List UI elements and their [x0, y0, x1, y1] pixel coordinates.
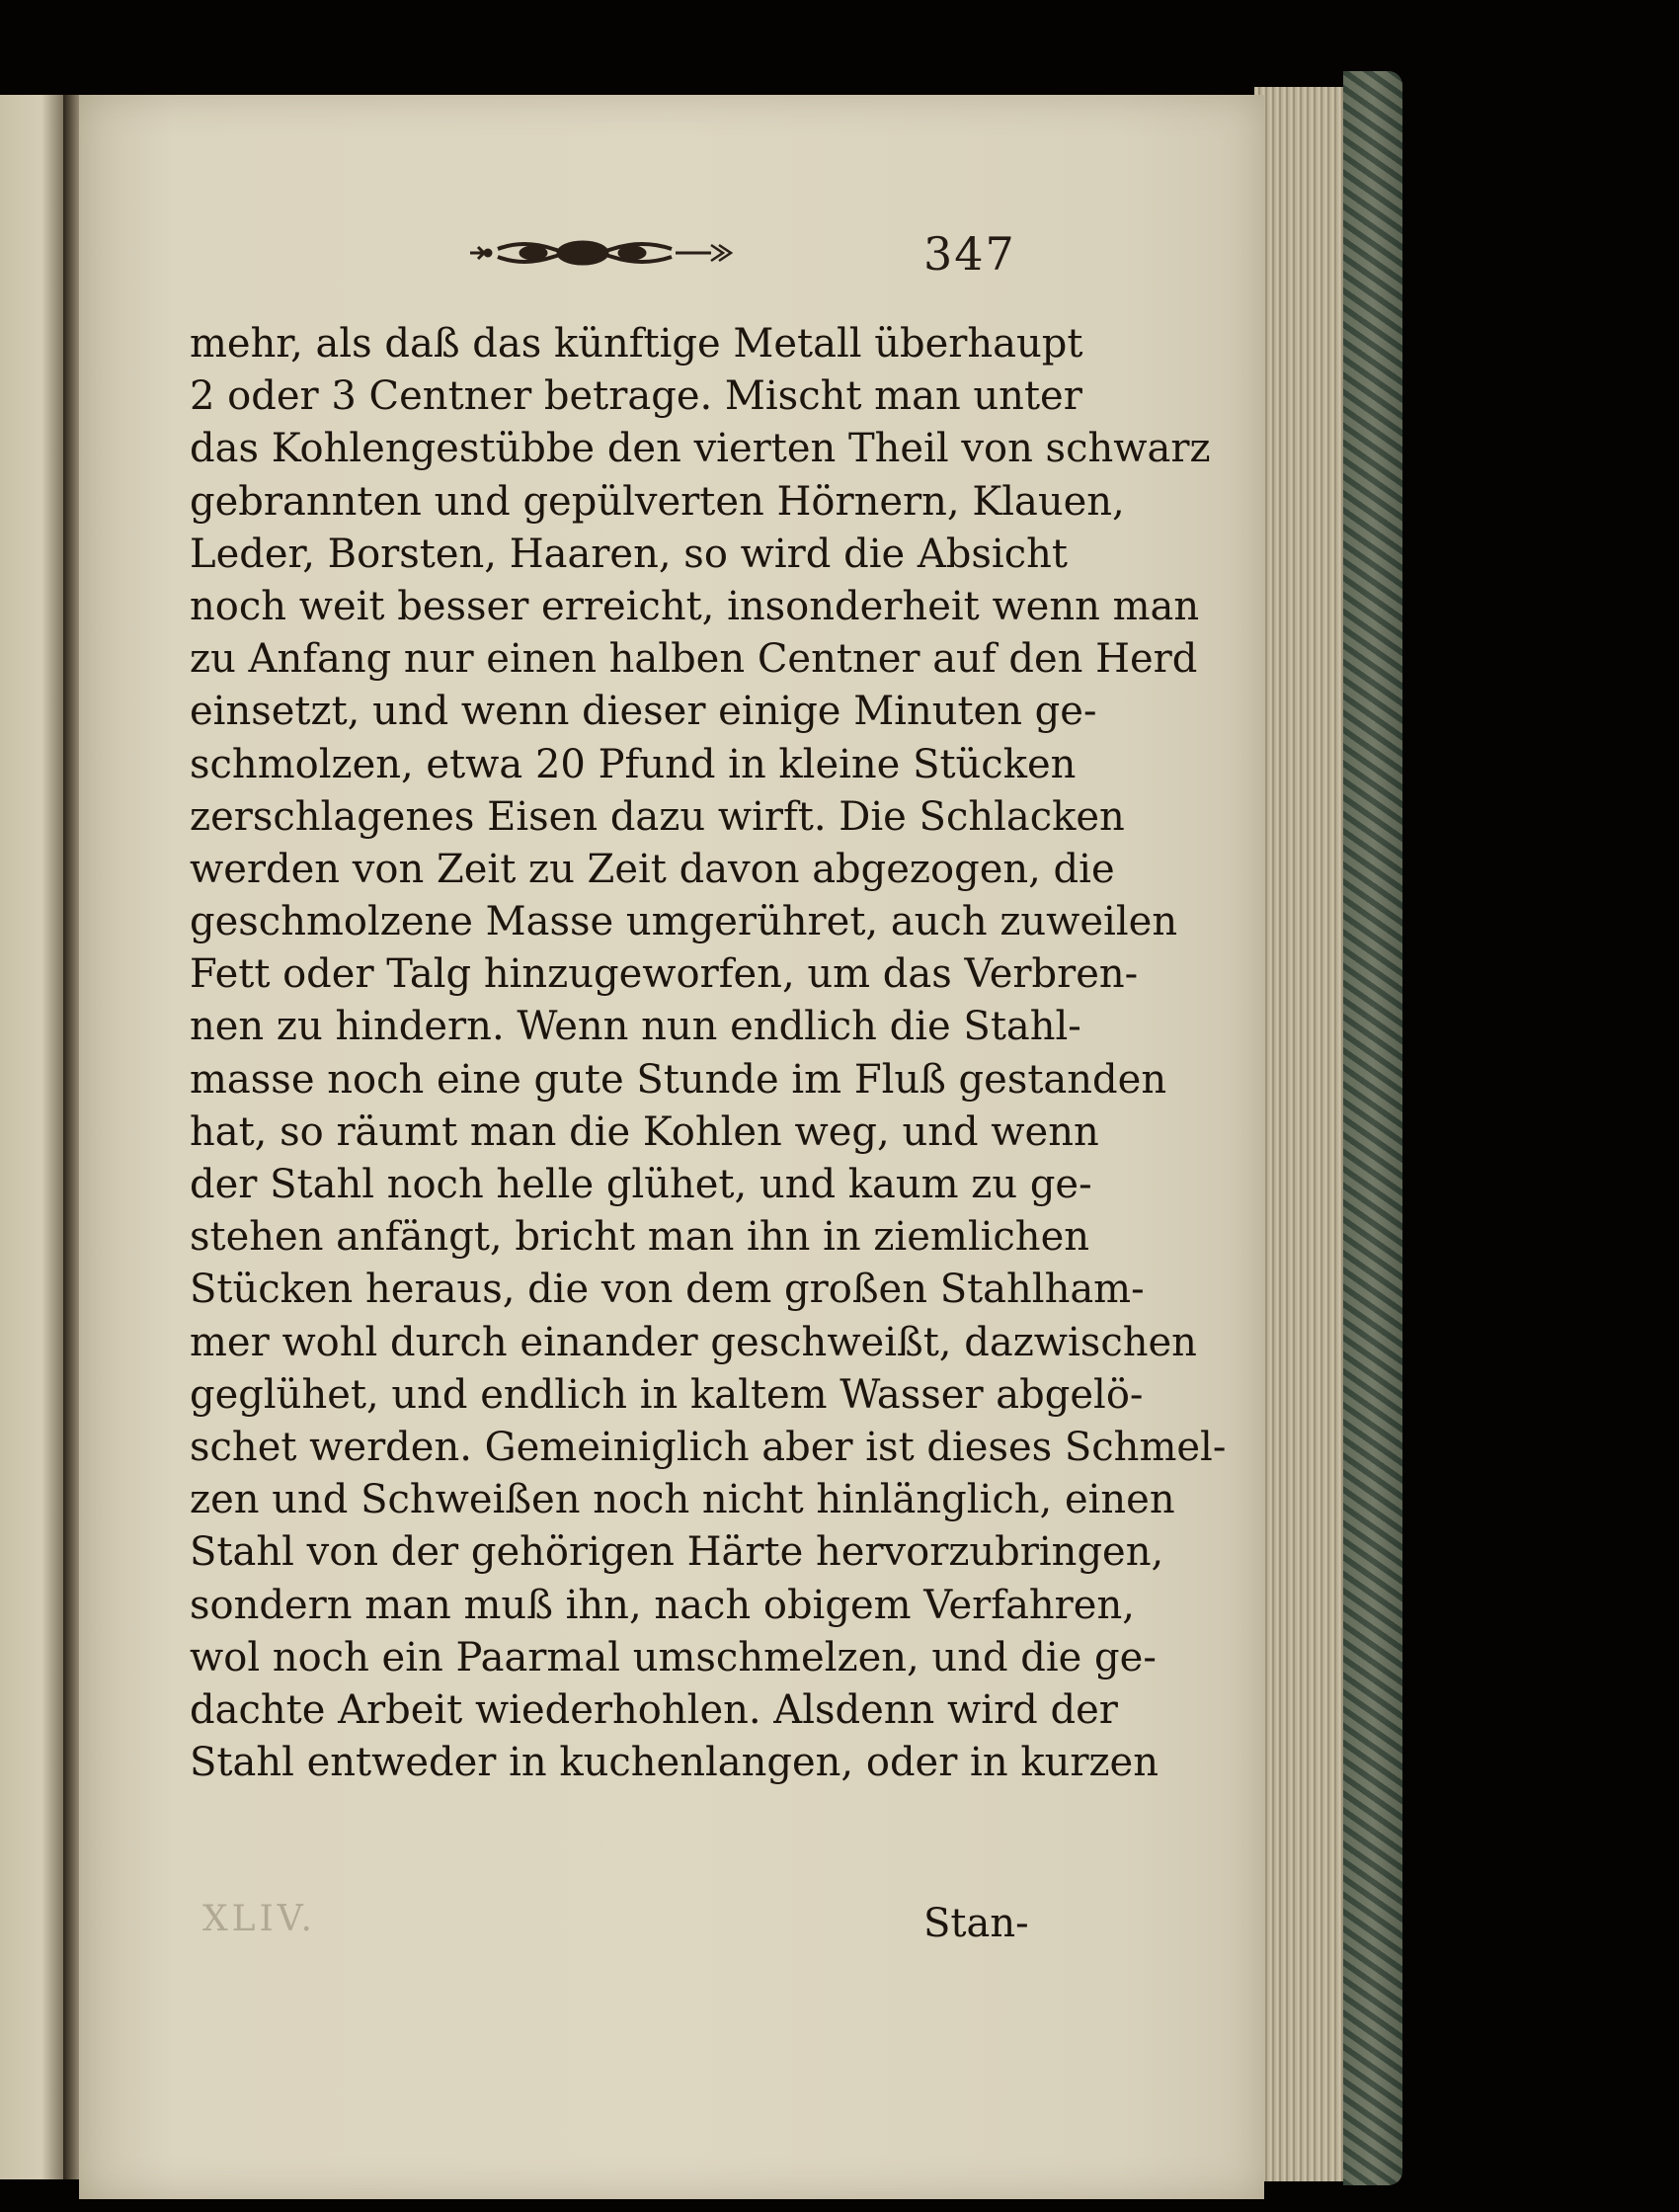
text-line: sondern man muß ihn, nach obigem Verfahren, [190, 1582, 1135, 1628]
text-line: gebrannten und gepülverten Hörnern, Klauen, [190, 478, 1125, 525]
left-page-edge [0, 95, 69, 2179]
text-line: masse noch eine gute Stunde im Fluß gestanden [190, 1056, 1167, 1103]
text-line: geglühet, und endlich in kaltem Wasser abgelö- [190, 1371, 1144, 1418]
page-number: 347 [923, 227, 1016, 281]
text-line: Fett oder Talg hinzugeworfen, um das Verbren- [190, 951, 1139, 998]
text-line: schet werden. Gemeiniglich aber ist dieses Schmel- [190, 1424, 1227, 1470]
text-line: 2 oder 3 Centner betrage. Mischt man unter [190, 373, 1082, 420]
text-line: dachte Arbeit wiederhohlen. Alsdenn wird der [190, 1686, 1118, 1733]
text-line: Stahl entweder in kuchenlangen, oder in kurzen [190, 1740, 1159, 1786]
text-line: mehr, als daß das künftige Metall überhaupt [190, 321, 1083, 367]
text-line: hat, so räumt man die Kohlen weg, und wenn [190, 1108, 1099, 1155]
text-line: mer wohl durch einander geschweißt, dazwischen [190, 1319, 1197, 1365]
text-line: der Stahl noch helle glühet, und kaum zu ge- [190, 1162, 1092, 1207]
text-line: das Kohlengestübbe den vierten Theil von schwarz [190, 426, 1211, 472]
text-line: Stahl von der gehörigen Härte hervorzubringen, [190, 1529, 1164, 1576]
text-line: wol noch ein Paarmal umschmelzen, und die ge- [190, 1634, 1157, 1680]
text-line: Leder, Borsten, Haaren, so wird die Absicht [190, 531, 1068, 577]
body-text [190, 318, 1227, 1789]
text-line: noch weit besser erreicht, insonderheit wenn man [190, 583, 1200, 629]
page-edges [1254, 87, 1353, 2181]
text-line: zen und Schweißen noch nicht hinlänglich, einen [190, 1477, 1175, 1523]
catchword: Stan- [923, 1901, 1029, 1946]
text-line: einsetzt, und wenn dieser einige Minuten ge- [190, 689, 1097, 735]
text-line: Stücken heraus, die von dem großen Stahlham- [190, 1267, 1145, 1313]
printer-ornament-icon [464, 235, 741, 271]
page-header [464, 227, 1057, 287]
text-line: geschmolzene Masse umgerühret, auch zuweilen [190, 899, 1178, 945]
signature-mark: XLIV. [202, 1899, 316, 1939]
text-line: zu Anfang nur einen halben Centner auf den Herd [190, 636, 1198, 683]
marbled-cover [1343, 71, 1402, 2185]
text-line: schmolzen, etwa 20 Pfund in kleine Stücken [190, 741, 1077, 787]
text-line: werden von Zeit zu Zeit davon abgezogen, die [190, 846, 1115, 892]
text-line: nen zu hindern. Wenn nun endlich die Stahl- [190, 1004, 1081, 1050]
text-line: stehen anfängt, bricht man ihn in ziemlichen [190, 1214, 1089, 1261]
text-line: zerschlagenes Eisen dazu wirft. Die Schlacken [190, 793, 1125, 840]
